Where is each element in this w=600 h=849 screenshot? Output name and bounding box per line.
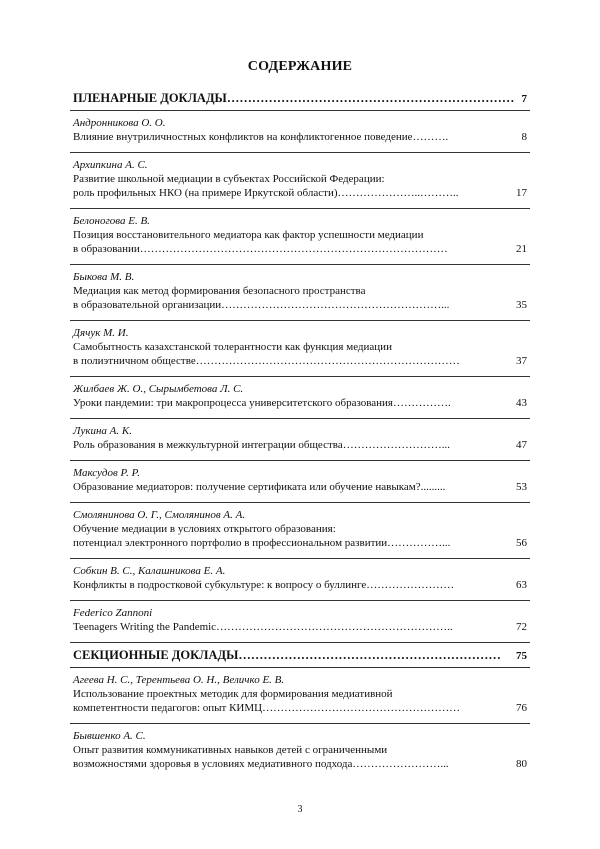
entry-title-line: возможностями здоровья в условиях медиативного подхода……………………... [73, 758, 449, 770]
entry-page-number: 76 [516, 702, 527, 714]
divider [70, 642, 530, 643]
entry-page-number: 35 [516, 299, 527, 311]
entry-author: Архипкина А. С. [73, 159, 148, 171]
divider [70, 152, 530, 153]
entry-title-line: Конфликты в подростковой субкультуре: к вопросу о буллинге…………………… [73, 579, 455, 591]
entry-title-line: Медиация как метод формирования безопасного пространства [73, 285, 366, 297]
entry-page-number: 17 [516, 187, 527, 199]
entry-page-number: 63 [516, 579, 527, 591]
entry-author: Дячук М. И. [73, 327, 129, 339]
entry-page-number: 56 [516, 537, 527, 549]
entry-title-line: роль профильных НКО (на примере Иркутской области)…………………..……….. [73, 187, 459, 199]
entry-title-line: Уроки пандемии: три макропроцесса университетского образования……………. [73, 397, 451, 409]
entry-title-line: Роль образования в межкультурной интеграции общества………………………... [73, 439, 450, 451]
entry-author: Быкова М. В. [73, 271, 135, 283]
entry-author: Белоногова Е. В. [73, 215, 150, 227]
divider [70, 208, 530, 209]
section-heading-sectional: СЕКЦИОННЫЕ ДОКЛАДЫ……………………………………………………… [73, 648, 501, 662]
entry-title-line: Обучение медиации в условиях открытого образования: [73, 523, 336, 535]
entry-author: Андронникова О. О. [73, 117, 166, 129]
entry-author: Смолянинова О. Г., Смолянинов А. А. [73, 509, 246, 521]
entry-title-line: в образовании………………………………………………………………………… [73, 243, 448, 255]
section-heading-plenary: ПЛЕНАРНЫЕ ДОКЛАДЫ…………………………………………………………… [73, 91, 515, 105]
entry-page-number: 53 [516, 481, 527, 493]
entry-page-number: 8 [521, 131, 527, 143]
entry-title-line: Teenagers Writing the Pandemic……………………………………………………….. [73, 621, 453, 633]
entry-page-number: 43 [516, 397, 527, 409]
entry-page-number: 21 [516, 243, 527, 255]
section-page-sectional: 75 [516, 650, 527, 662]
entry-author: Собкин В. С., Калашникова Е. А. [73, 565, 226, 577]
divider [70, 460, 530, 461]
divider [70, 723, 530, 724]
entry-title-line: Использование проектных методик для формирования медиативной [73, 688, 393, 700]
entry-title-line: Развитие школьной медиации в субъектах Российской Федерации: [73, 173, 385, 185]
divider [70, 376, 530, 377]
divider [70, 320, 530, 321]
entry-page-number: 80 [516, 758, 527, 770]
divider [70, 110, 530, 111]
entry-page-number: 37 [516, 355, 527, 367]
entry-author: Бывшенко А. С. [73, 730, 146, 742]
entry-title-line: Влияние внутриличностных конфликтов на конфликтогенное поведение………. [73, 131, 449, 143]
divider [70, 558, 530, 559]
entry-title-line: Самобытность казахстанской толерантности как функция медиации [73, 341, 392, 353]
divider [70, 418, 530, 419]
entry-page-number: 72 [516, 621, 527, 633]
entry-title-line: Опыт развития коммуникативных навыков детей с ограниченными [73, 744, 388, 756]
page-number: 3 [297, 804, 303, 815]
entry-title-line: потенциал электронного портфолио в профессиональном развитии……………... [73, 537, 451, 549]
entry-author: Жилбаев Ж. О., Сырымбетова Л. С. [73, 383, 244, 395]
entry-title-line: в полиэтничном обществе……………………………………………………………… [73, 355, 460, 367]
entry-title-line: компетентности педагогов: опыт КИМЦ……………………………………………… [73, 702, 461, 714]
entry-title-line: в образовательной организации……………………………………………………... [73, 299, 450, 311]
divider [70, 502, 530, 503]
section-page-plenary: 7 [521, 93, 527, 105]
entry-author: Лукина А. К. [73, 425, 132, 437]
divider [70, 667, 530, 668]
page-title: СОДЕРЖАНИЕ [247, 59, 353, 74]
entry-title-line: Позиция восстановительного медиатора как фактор успешности медиации [73, 229, 424, 241]
entry-author: Агеева Н. С., Терентьева О. Н., Величко Е. В. [73, 674, 285, 686]
divider [70, 600, 530, 601]
entry-title-line: Образование медиаторов: получение сертификата или обучение навыкам?......... [73, 481, 446, 493]
entry-author: Federico Zannoni [73, 607, 153, 619]
entry-page-number: 47 [516, 439, 527, 451]
divider [70, 264, 530, 265]
entry-author: Максудов Р. Р. [73, 467, 140, 479]
